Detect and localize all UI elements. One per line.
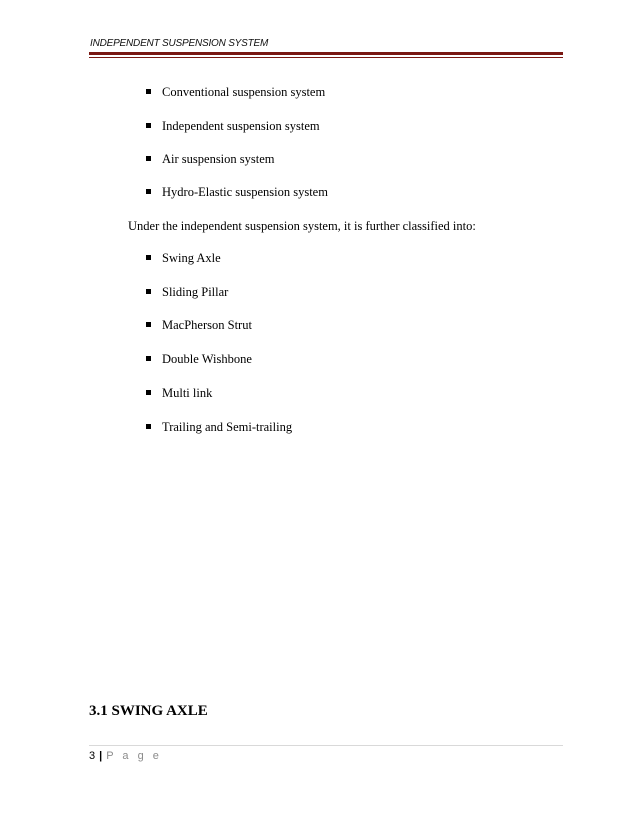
bullet-square-icon xyxy=(146,356,151,361)
list-item: Sliding Pillar xyxy=(146,284,228,300)
header-title: INDEPENDENT SUSPENSION SYSTEM xyxy=(90,38,269,49)
bullet-square-icon xyxy=(146,424,151,429)
list-item: Double Wishbone xyxy=(146,351,252,367)
list-item: Hydro-Elastic suspension system xyxy=(146,184,328,200)
list-item: Conventional suspension system xyxy=(146,84,325,100)
bullet-square-icon xyxy=(146,255,151,260)
body-paragraph: Under the independent suspension system, it is further classified into: xyxy=(128,219,476,233)
list-item: Swing Axle xyxy=(146,250,221,266)
page-label: P a g e xyxy=(106,750,162,762)
bullet-square-icon xyxy=(146,89,151,94)
page-number: 3 xyxy=(89,750,96,762)
list-item: Trailing and Semi-trailing xyxy=(146,419,292,435)
bullet-square-icon xyxy=(146,189,151,194)
bullet-square-icon xyxy=(146,156,151,161)
header-rule-thin xyxy=(89,57,563,58)
list-item: MacPherson Strut xyxy=(146,317,252,333)
bullet-square-icon xyxy=(146,123,151,128)
list-item: Independent suspension system xyxy=(146,118,320,134)
list-item: Air suspension system xyxy=(146,151,275,167)
section-heading: 3.1 SWING AXLE xyxy=(89,703,208,719)
page-footer xyxy=(89,749,162,763)
bullet-square-icon xyxy=(146,322,151,327)
bullet-square-icon xyxy=(146,390,151,395)
bullet-square-icon xyxy=(146,289,151,294)
footer-separator: | xyxy=(99,750,103,762)
header-rule-thick xyxy=(89,52,563,55)
footer-rule xyxy=(89,745,563,746)
list-item: Multi link xyxy=(146,385,212,401)
